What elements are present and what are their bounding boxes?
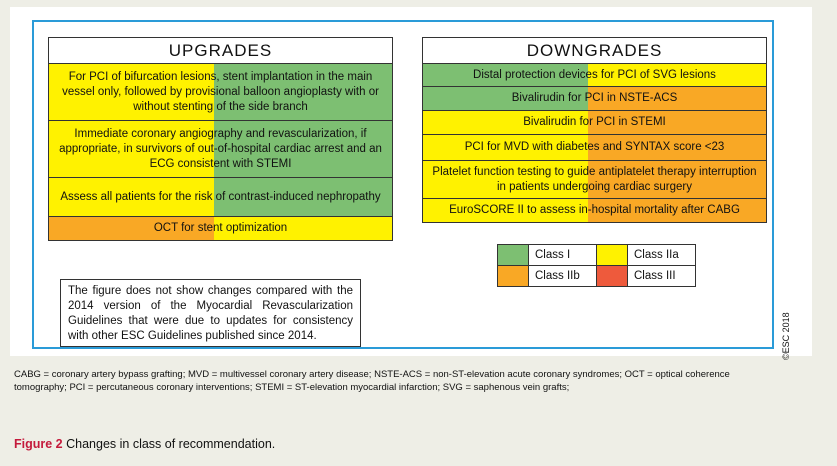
upgrade-row: For PCI of bifurcation lesions, stent implantation in the main vessel only, followed by provisional balloon angioplasty with or without stenting of the side branch [48,64,393,121]
figure-label: Figure 2 [14,437,63,451]
note-box: The figure does not show changes compared with the 2014 version of the Myocardial Revascularization Guidelines that were due to updates for consistency with other ESC Guidelines published since 2014. [60,279,361,347]
upgrade-row: Immediate coronary angiography and revascularization, if appropriate, in survivors of out-of-hospital cardiac arrest and an ECG consistent with STEMI [48,121,393,178]
legend-swatch-class-iia [597,245,628,266]
abbreviations-text: CABG = coronary artery bypass grafting; MVD = multivessel coronary artery disease; NSTE-ACS = non-ST-elevation acute coronary syndromes; OCT = optical coherence tomography; PCI = percutaneous coronary interventions; STEMI = ST-elevation myocardial infarction; SVG = saphenous vein grafts; [14,369,730,393]
downgrades-title: DOWNGRADES [422,37,767,64]
legend-label-class-iia: Class IIa [628,245,696,266]
downgrade-row: PCI for MVD with diabetes and SYNTAX score <23 [422,135,767,161]
legend-label-class-i: Class I [529,245,597,266]
upgrades-title: UPGRADES [48,37,393,64]
class-legend [497,244,696,287]
downgrade-row: EuroSCORE II to assess in-hospital mortality after CABG [422,199,767,223]
downgrade-row: Distal protection devices for PCI of SVG lesions [422,64,767,87]
legend-swatch-class-i [498,245,529,266]
legend-swatch-class-iib [498,266,529,287]
downgrade-row: Bivalirudin for PCI in NSTE-ACS [422,87,767,111]
downgrade-row: Bivalirudin for PCI in STEMI [422,111,767,135]
downgrades-column [422,37,767,223]
figure-caption [14,437,275,451]
upgrade-row: OCT for stent optimization [48,217,393,241]
upgrades-column [48,37,393,241]
legend-label-class-iii: Class III [628,266,696,287]
legend-swatch-class-iii [597,266,628,287]
caption-text: Changes in class of recommendation. [66,437,276,451]
legend-label-class-iib: Class IIb [529,266,597,287]
copyright-label: ©ESC 2018 [781,312,791,360]
downgrade-row: Platelet function testing to guide antiplatelet therapy interruption in patients undergoing cardiac surgery [422,161,767,199]
upgrade-row: Assess all patients for the risk of contrast-induced nephropathy [48,178,393,217]
